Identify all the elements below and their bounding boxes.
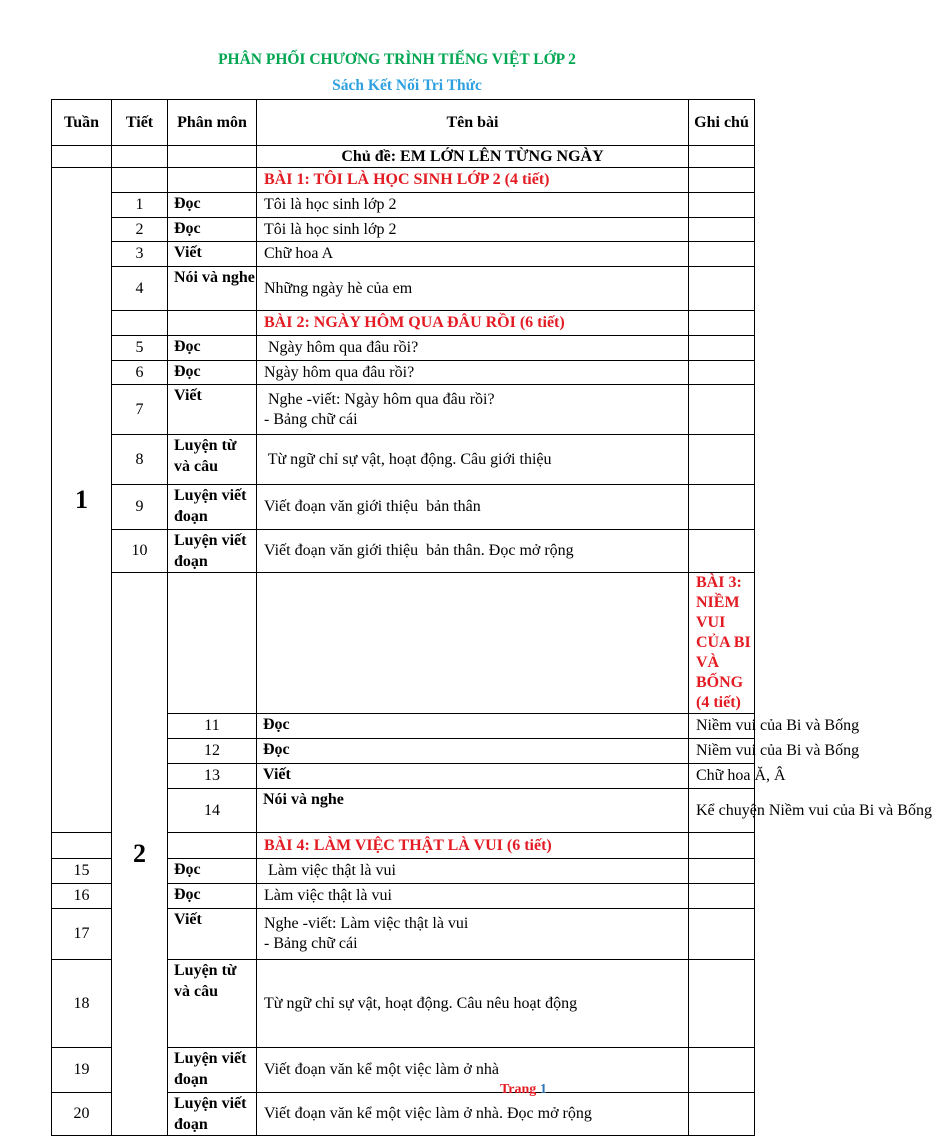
note-cell xyxy=(689,218,755,242)
empty-cell xyxy=(168,311,257,336)
table-row xyxy=(52,336,755,361)
period-number: 16 xyxy=(52,884,112,909)
table-header-row xyxy=(52,100,755,146)
subject-cell: Viết xyxy=(168,909,257,960)
curriculum-table xyxy=(51,99,932,1136)
subject-cell: Viết xyxy=(168,385,257,435)
empty-cell xyxy=(168,833,257,859)
lesson-name-cell xyxy=(257,909,689,960)
subject-cell: Luyện từ và câu xyxy=(168,960,257,1048)
subject-cell: Đọc xyxy=(257,739,689,764)
lesson-header-row xyxy=(52,168,755,193)
period-number: 13 xyxy=(168,764,257,789)
subject-cell: Đọc xyxy=(168,859,257,884)
note-cell xyxy=(689,1093,755,1136)
note-cell xyxy=(689,242,755,267)
lesson-title: BÀI 1: TÔI LÀ HỌC SINH LỚP 2 (4 tiết) xyxy=(257,168,689,193)
table-row xyxy=(52,385,755,435)
lesson-name-cell xyxy=(257,218,689,242)
note-cell xyxy=(689,485,755,530)
topic-title: Chủ đề: EM LỚN LÊN TỪNG NGÀY xyxy=(257,146,689,168)
lesson-name-line2: - Bảng chữ cái xyxy=(264,410,358,428)
lesson-name-cell xyxy=(257,960,689,1048)
lesson-name-cell xyxy=(257,267,689,311)
period-number: 11 xyxy=(168,714,257,739)
lesson-name: Viết đoạn văn giới thiệu bản thân xyxy=(264,498,481,515)
subject-cell: Luyện viết đoạn xyxy=(168,1048,257,1093)
empty-cell xyxy=(168,573,257,714)
lesson-name-cell xyxy=(257,859,689,884)
document-title: PHÂN PHỐI CHƯƠNG TRÌNH TIẾNG VIỆT LỚP 2 xyxy=(218,51,576,68)
lesson-name: Viết đoạn văn kể một việc làm ở nhà xyxy=(264,1061,499,1078)
period-number: 20 xyxy=(52,1093,112,1136)
lesson-name: Ngày hôm qua đâu rồi? xyxy=(264,339,419,356)
period-number: 10 xyxy=(112,530,168,573)
page-number: 1 xyxy=(539,1082,547,1097)
lesson-name: Những ngày hè của em xyxy=(264,279,413,297)
empty-cell xyxy=(168,168,257,193)
header-period: Tiết xyxy=(112,100,168,146)
lesson-name-cell xyxy=(257,336,689,361)
lesson-name: Chữ hoa Ă, Â xyxy=(696,767,786,784)
note-cell xyxy=(689,833,755,859)
period-number: 3 xyxy=(112,242,168,267)
lesson-name-cell xyxy=(689,789,932,833)
subject-cell: Đọc xyxy=(168,884,257,909)
header-subject: Phân môn xyxy=(168,100,257,146)
subject-cell: Nói và nghe xyxy=(168,267,257,311)
lesson-name-cell xyxy=(257,884,689,909)
subject-cell: Luyện viết đoạn xyxy=(168,530,257,573)
subject-cell: Đọc xyxy=(168,218,257,242)
lesson-name-cell xyxy=(257,193,689,218)
lesson-name: Viết đoạn văn kể một việc làm ở nhà. Đọc mở rộng xyxy=(264,1105,592,1122)
period-number: 8 xyxy=(112,435,168,485)
week-number: 2 xyxy=(112,573,168,1136)
period-number: 6 xyxy=(112,361,168,385)
period-number: 12 xyxy=(168,739,257,764)
table-row xyxy=(52,218,755,242)
lesson-name: Từ ngữ chỉ sự vật, hoạt động. Câu giới thiệu xyxy=(264,450,552,468)
note-cell xyxy=(689,193,755,218)
table-row xyxy=(52,361,755,385)
table-row xyxy=(52,242,755,267)
lesson-name: Kể chuyện Niềm vui của Bi và Bống xyxy=(696,801,932,819)
lesson-name: Chữ hoa A xyxy=(264,245,334,262)
lesson-name-cell xyxy=(257,385,689,435)
empty-cell xyxy=(112,168,168,193)
table-row xyxy=(52,267,755,311)
period-number: 18 xyxy=(52,960,112,1048)
lesson-name-cell xyxy=(689,764,786,789)
period-number: 2 xyxy=(112,218,168,242)
lesson-header-row xyxy=(52,311,755,336)
header-lesson-name: Tên bài xyxy=(257,100,689,146)
note-cell xyxy=(689,168,755,193)
subject-cell: Nói và nghe xyxy=(257,789,689,833)
document-subtitle: Sách Kết Nối Tri Thức xyxy=(332,77,482,94)
table-row xyxy=(52,193,755,218)
note-cell xyxy=(689,884,755,909)
header-week: Tuần xyxy=(52,100,112,146)
lesson-name-cell xyxy=(257,435,689,485)
lesson-name: Từ ngữ chỉ sự vật, hoạt động. Câu nêu hoạt động xyxy=(264,994,578,1012)
period-number: 17 xyxy=(52,909,112,960)
lesson-name: Viết đoạn văn giới thiệu bản thân. Đọc mở rộng xyxy=(264,542,574,559)
period-number: 4 xyxy=(112,267,168,311)
note-cell xyxy=(689,311,755,336)
note-cell xyxy=(689,530,755,573)
table-row xyxy=(52,485,755,530)
lesson-name-line2: - Bảng chữ cái xyxy=(264,935,358,952)
table-row xyxy=(52,435,755,485)
empty-cell xyxy=(112,311,168,336)
note-cell xyxy=(689,859,755,884)
note-cell xyxy=(689,361,755,385)
period-number: 14 xyxy=(168,789,257,833)
subject-cell: Đọc xyxy=(168,361,257,385)
period-number: 15 xyxy=(52,859,112,884)
empty-cell xyxy=(52,833,112,859)
table-row xyxy=(52,530,755,573)
lesson-name: Niềm vui của Bi và Bống xyxy=(696,742,860,759)
note-cell xyxy=(689,909,755,960)
topic-row xyxy=(52,146,755,168)
lesson-name-cell xyxy=(257,485,689,530)
week-number: 1 xyxy=(52,168,112,833)
period-number: 5 xyxy=(112,336,168,361)
lesson-name-cell xyxy=(689,739,860,764)
header-note: Ghi chú xyxy=(689,100,755,146)
lesson-title: BÀI 3: NIỀM VUI CỦA BI VÀ BỐNG (4 tiết) xyxy=(689,573,755,714)
lesson-name-cell xyxy=(257,530,689,573)
lesson-name: Làm việc thật là vui xyxy=(264,887,392,904)
subject-cell: Luyện viết đoạn xyxy=(168,1093,257,1136)
lesson-title: BÀI 2: NGÀY HÔM QUA ĐÂU RỒI (6 tiết) xyxy=(257,311,689,336)
lesson-title: BÀI 4: LÀM VIỆC THẬT LÀ VUI (6 tiết) xyxy=(257,833,689,859)
period-number: 1 xyxy=(112,193,168,218)
lesson-name: Ngày hôm qua đâu rồi? xyxy=(264,363,415,381)
note-cell xyxy=(689,435,755,485)
note-cell xyxy=(689,960,755,1048)
period-number: 7 xyxy=(112,385,168,435)
lesson-name: Làm việc thật là vui xyxy=(264,862,396,879)
subject-cell: Viết xyxy=(168,242,257,267)
note-cell xyxy=(689,336,755,361)
subject-cell: Đọc xyxy=(168,336,257,361)
lesson-name: Nghe -viết: Ngày hôm qua đâu rồi? xyxy=(264,390,495,408)
lesson-name-cell xyxy=(257,361,689,385)
subject-cell: Luyện viết đoạn xyxy=(168,485,257,530)
lesson-name: Nghe -viết: Làm việc thật là vui xyxy=(264,915,469,932)
note-cell xyxy=(689,1048,755,1093)
lesson-name-cell xyxy=(257,1048,689,1093)
lesson-name-cell xyxy=(689,714,860,739)
page-footer xyxy=(500,1082,547,1098)
lesson-name-cell xyxy=(257,1093,689,1136)
lesson-name-cell xyxy=(257,242,689,267)
lesson-name: Tôi là học sinh lớp 2 xyxy=(264,220,397,238)
note-cell xyxy=(689,267,755,311)
subject-cell: Đọc xyxy=(257,714,689,739)
empty-cell xyxy=(257,573,689,714)
page-label: Trang xyxy=(500,1082,537,1097)
subject-cell: Luyện từ và câu xyxy=(168,435,257,485)
period-number: 19 xyxy=(52,1048,112,1093)
subject-cell: Viết xyxy=(257,764,689,789)
subject-cell: Đọc xyxy=(168,193,257,218)
lesson-header-row xyxy=(52,573,755,714)
lesson-name: Tôi là học sinh lớp 2 xyxy=(264,196,397,213)
period-number: 9 xyxy=(112,485,168,530)
note-cell xyxy=(689,385,755,435)
lesson-name: Niềm vui của Bi và Bống xyxy=(696,717,860,734)
